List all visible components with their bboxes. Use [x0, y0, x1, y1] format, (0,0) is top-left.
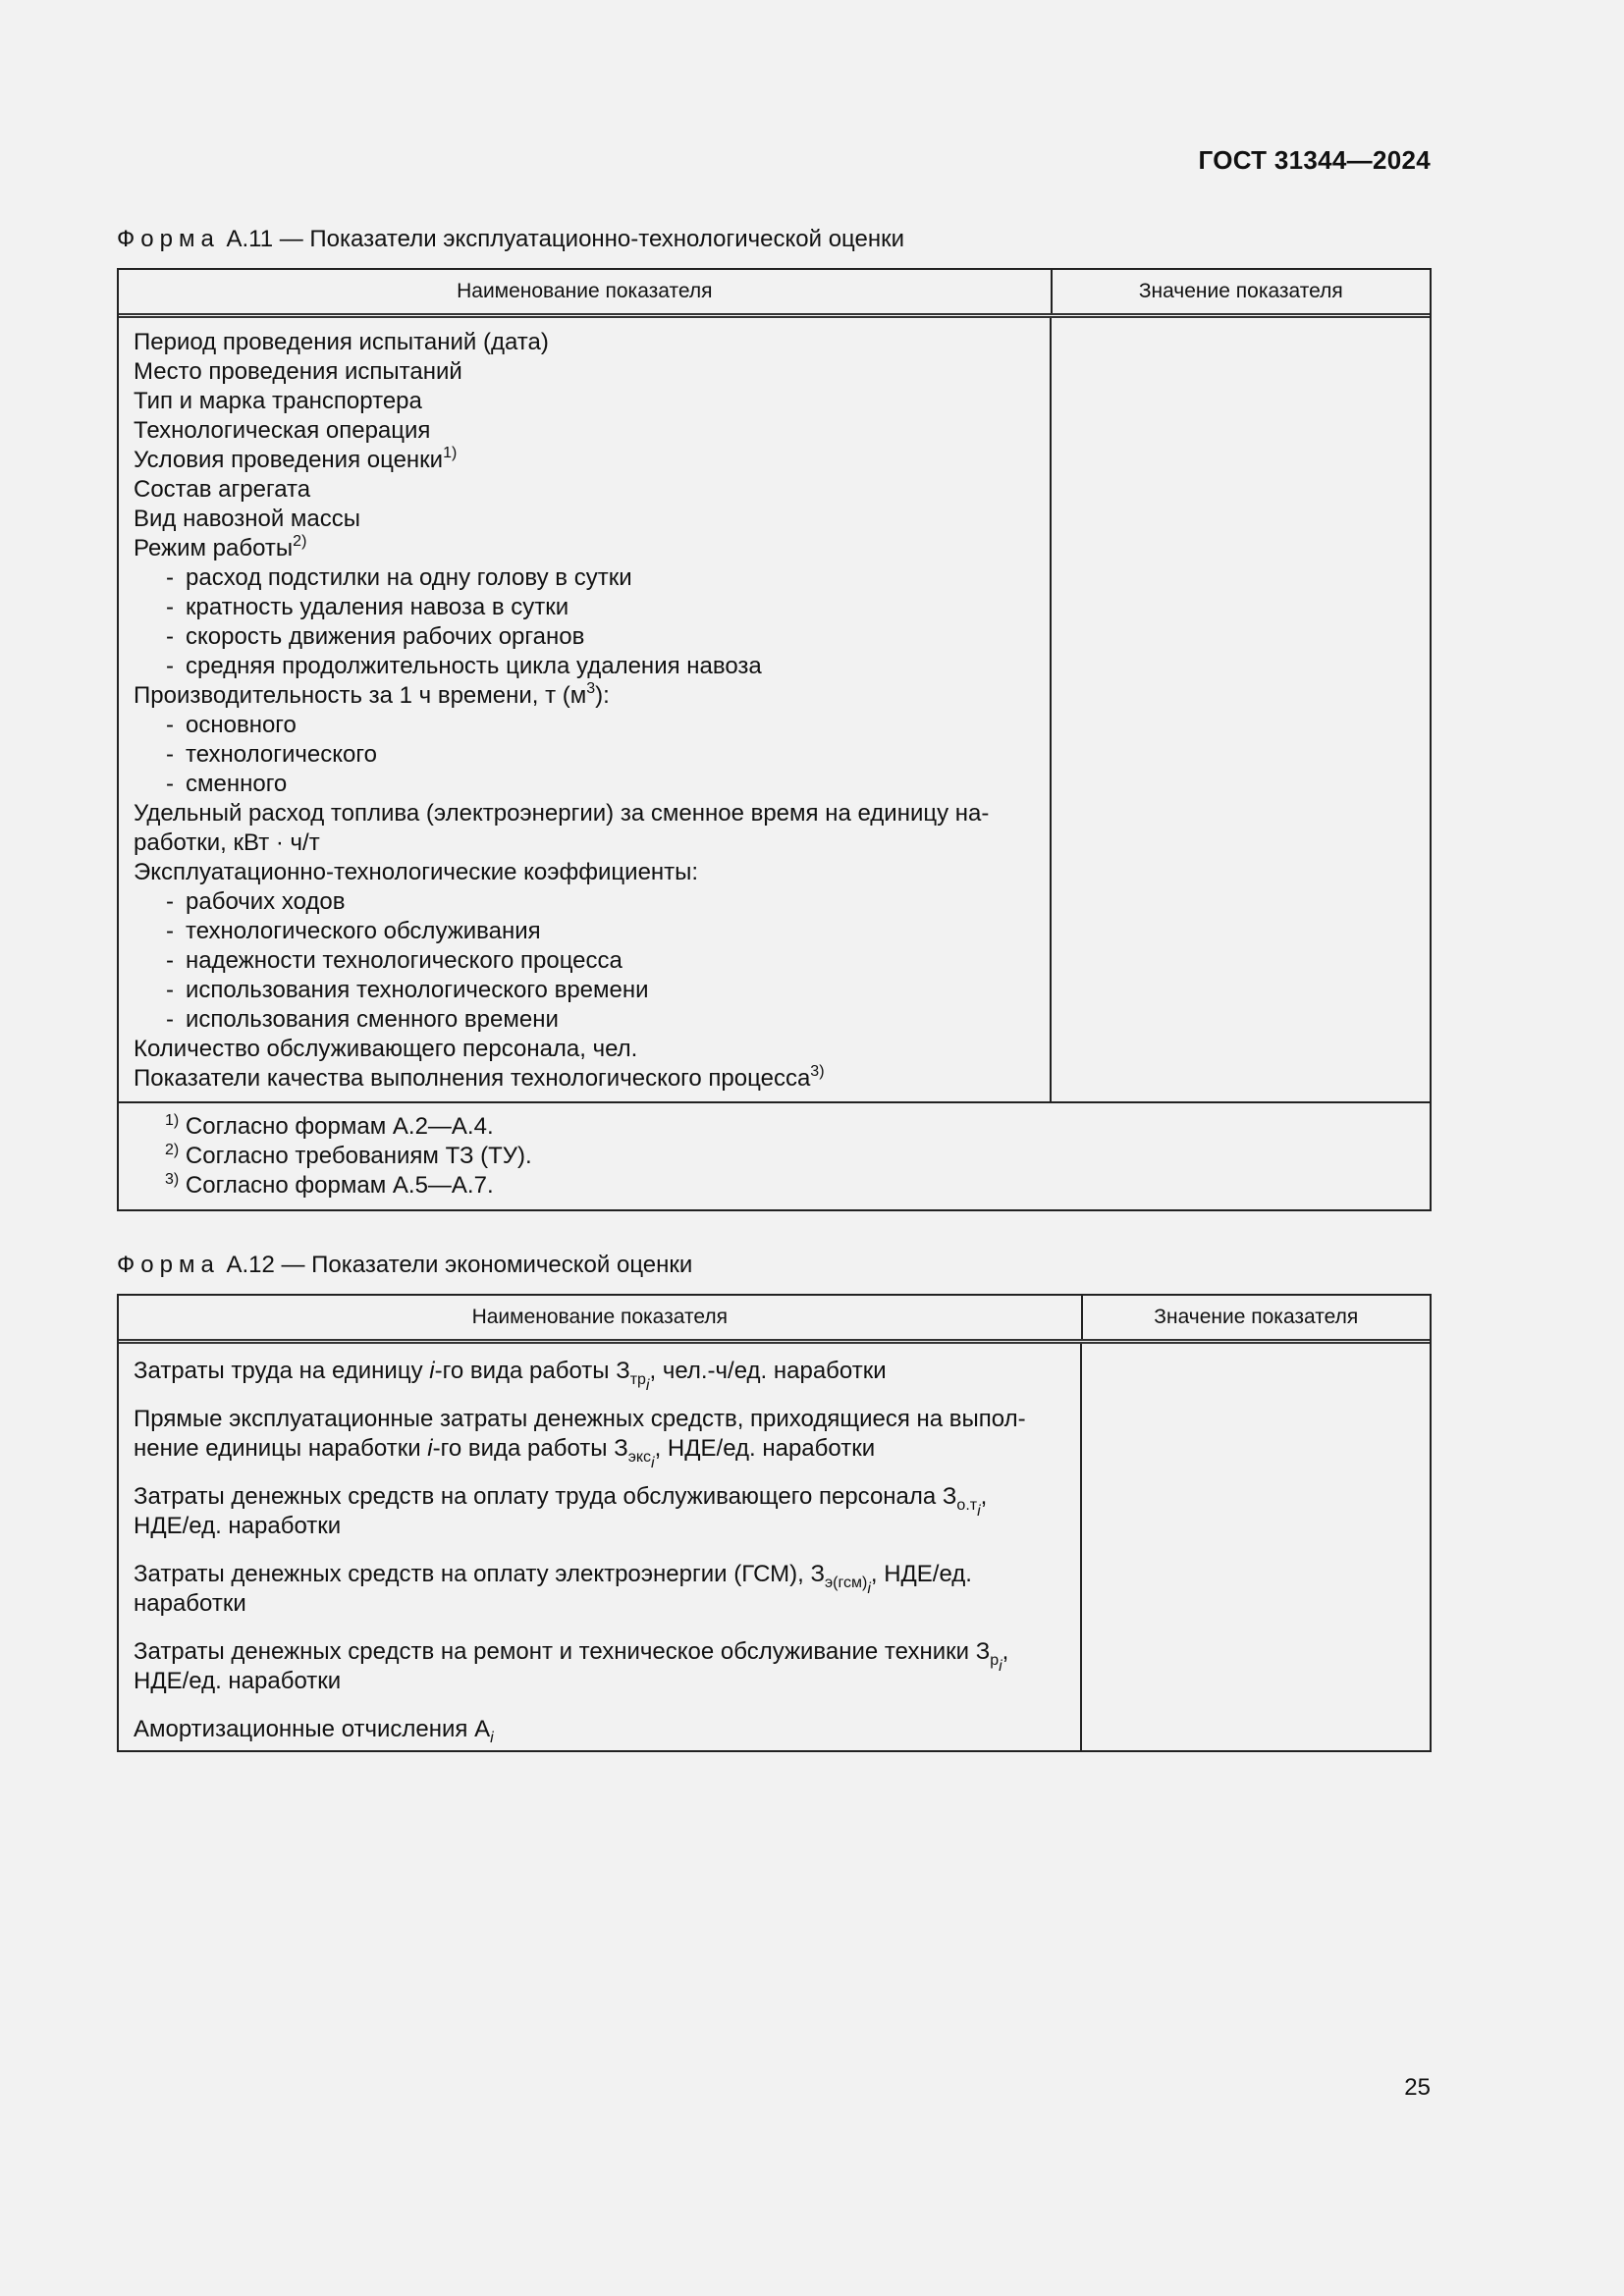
form-a11-caption-prefix: Форма	[117, 226, 220, 252]
indicator-tech-operation: Технологическая операция	[134, 417, 431, 444]
sub-indicator	[134, 887, 1036, 917]
sub-indicator-text: основного	[186, 712, 297, 738]
document-code: ГОСТ 31344—2024	[1198, 145, 1431, 175]
subscript	[825, 1575, 871, 1597]
text-part: Затраты денежных средств на оплату труда обслуживающего персонала З	[134, 1483, 957, 1510]
productivity-text-end: ):	[595, 682, 610, 709]
subscript-text: экс	[627, 1449, 652, 1466]
indicator-work-mode	[134, 534, 1036, 563]
list-dash: -	[166, 888, 174, 915]
text-line	[134, 1637, 1066, 1675]
subscript	[629, 1371, 650, 1394]
text-line	[134, 1482, 1066, 1520]
text-part: ,	[980, 1483, 988, 1510]
sub-indicator-text: рабочих ходов	[186, 888, 346, 915]
list-dash: -	[166, 918, 174, 944]
text-part: -го вида работы З	[434, 1358, 630, 1384]
form-a12-table	[117, 1294, 1432, 1752]
form-a12-value-cell[interactable]	[1082, 1344, 1430, 1750]
form-a11-col-name-header: Наименование показателя	[119, 270, 1053, 313]
text-part: Затраты денежных средств на оплату электроэнергии (ГСМ), З	[134, 1561, 825, 1587]
text-part: , НДЕ/ед.	[870, 1561, 972, 1587]
text-part: , НДЕ/ед. наработки	[654, 1435, 876, 1462]
indicator-specific-consumption-line2: работки, кВт · ч/т	[134, 829, 320, 856]
sub-indicator-text: сменного	[186, 771, 288, 797]
form-a11-indicator-list	[119, 318, 1052, 1101]
list-dash: -	[166, 1006, 174, 1033]
sub-indicator	[134, 976, 1036, 1005]
text-part: ,	[1001, 1638, 1009, 1665]
text-line: наработки	[134, 1590, 246, 1617]
footnote-ref: 3)	[810, 1063, 825, 1080]
sub-indicator-text: расход подстилки на одну голову в сутки	[186, 564, 632, 591]
sub-indicator-text: скорость движения рабочих органов	[186, 623, 585, 650]
form-a11-body	[119, 318, 1430, 1101]
indicator-quality	[134, 1064, 1036, 1094]
indicator-evaluation-conditions-text: Условия проведения оценки	[134, 447, 444, 473]
indicator-staff-wage-costs	[134, 1482, 1066, 1541]
text-part: Амортизационные отчисления А	[134, 1716, 491, 1742]
form-a11-caption	[117, 226, 904, 253]
indicator-specific-consumption-line1: Удельный расход топлива (электроэнергии) за сменное время на единицу на-	[134, 800, 990, 827]
text-line: НДЕ/ед. наработки	[134, 1513, 342, 1539]
text-part: , чел.-ч/ед. наработки	[649, 1358, 887, 1384]
form-a11-table	[117, 268, 1432, 1211]
footnote	[165, 1142, 1415, 1171]
list-dash: -	[166, 623, 174, 650]
indicator-manure-type: Вид навозной массы	[134, 506, 361, 532]
indicator-work-mode-text: Режим работы	[134, 535, 294, 561]
indicator-test-place: Место проведения испытаний	[134, 358, 462, 385]
form-a12-caption-text: А.12 — Показатели экономической оценки	[226, 1252, 693, 1278]
sub-indicator-text: использования сменного времени	[186, 1006, 559, 1033]
indicator-depreciation	[134, 1715, 1066, 1744]
footnote-text: Согласно требованиям ТЗ (ТУ).	[185, 1143, 532, 1169]
subscript-text: р	[990, 1652, 1000, 1669]
form-a12-caption-prefix: Форма	[117, 1252, 220, 1278]
indicator-transporter-type: Тип и марка транспортера	[134, 388, 422, 414]
subscript-text: э(гсм)	[825, 1575, 868, 1591]
page-number: 25	[1404, 2074, 1431, 2101]
sub-indicator-text: технологического обслуживания	[186, 918, 541, 944]
form-a12-indicator-list	[119, 1344, 1082, 1750]
sub-indicator	[134, 740, 1036, 770]
text-part: Затраты труда на единицу	[134, 1358, 430, 1384]
form-a12-body	[119, 1344, 1430, 1750]
indicator-coefficients: Эксплуатационно-технологические коэффициенты:	[134, 859, 699, 885]
indicator-quality-text: Показатели качества выполнения технологического процесса	[134, 1065, 811, 1092]
subscript-index: i	[490, 1730, 494, 1746]
form-a11-footnotes	[119, 1101, 1430, 1209]
form-a11-col-value-header: Значение показателя	[1138, 280, 1343, 302]
sub-indicator	[134, 770, 1036, 799]
form-a11-header-row	[119, 270, 1430, 318]
form-a11-value-cell[interactable]	[1052, 318, 1430, 1101]
subscript-index: i	[645, 1377, 650, 1394]
subscript-index: i	[651, 1455, 655, 1471]
sub-indicator	[134, 652, 1036, 681]
footnote	[165, 1112, 1415, 1142]
form-a12-col-name-header: Наименование показателя	[119, 1296, 1083, 1339]
footnote-ref: 1)	[443, 445, 458, 461]
footnote-mark: 1)	[165, 1112, 180, 1129]
list-dash: -	[166, 771, 174, 797]
sub-indicator	[134, 622, 1036, 652]
indicator-productivity	[134, 681, 1036, 711]
superscript: 3	[586, 680, 596, 697]
text-line	[134, 1560, 1066, 1597]
list-dash: -	[166, 564, 174, 591]
indicator-repair-costs	[134, 1637, 1066, 1696]
footnote	[165, 1171, 1415, 1201]
list-dash: -	[166, 977, 174, 1003]
text-part: Затраты денежных средств на ремонт и техническое обслуживание техники З	[134, 1638, 991, 1665]
footnote-text: Согласно формам А.2—А.4.	[185, 1113, 494, 1140]
list-dash: -	[166, 947, 174, 974]
sub-indicator-text: средняя продолжительность цикла удаления навоза	[186, 653, 762, 679]
subscript	[627, 1449, 655, 1471]
text-part: нение единицы наработки	[134, 1435, 428, 1462]
footnote-mark: 3)	[165, 1171, 180, 1188]
sub-indicator	[134, 711, 1036, 740]
sub-indicator-text: технологического	[186, 741, 377, 768]
indicator-test-period: Период проведения испытаний (дата)	[134, 329, 549, 355]
sub-indicator	[134, 946, 1036, 976]
indicator-labor-costs	[134, 1357, 1066, 1394]
sub-indicator	[134, 917, 1036, 946]
subscript	[956, 1497, 981, 1520]
italic-index: i	[427, 1435, 433, 1462]
subscript-index: i	[867, 1580, 871, 1597]
sub-indicator	[134, 563, 1036, 593]
footnote-ref: 2)	[293, 533, 307, 550]
sub-indicator	[134, 1005, 1036, 1035]
sub-indicator-text: кратность удаления навоза в сутки	[186, 594, 569, 620]
sub-indicator-text: надежности технологического процесса	[186, 947, 623, 974]
list-dash: -	[166, 653, 174, 679]
subscript-text: о.т	[956, 1497, 978, 1514]
text-part: -го вида работы З	[432, 1435, 628, 1462]
indicator-unit-composition: Состав агрегата	[134, 476, 311, 503]
list-dash: -	[166, 712, 174, 738]
list-dash: -	[166, 594, 174, 620]
indicator-staff-count: Количество обслуживающего персонала, чел.	[134, 1036, 638, 1062]
list-dash: -	[166, 741, 174, 768]
form-a12-header-row	[119, 1296, 1430, 1344]
indicator-evaluation-conditions	[134, 446, 1036, 475]
text-line: Прямые эксплуатационные затраты денежных средств, приходящиеся на выпол-	[134, 1406, 1026, 1432]
subscript	[990, 1652, 1002, 1675]
footnote-text: Согласно формам А.5—А.7.	[185, 1172, 494, 1199]
indicator-direct-costs	[134, 1405, 1066, 1471]
form-a12-caption	[117, 1252, 692, 1279]
italic-index: i	[429, 1358, 435, 1384]
form-a12-col-value-header: Значение показателя	[1154, 1306, 1359, 1328]
form-a11-caption-text: А.11 — Показатели эксплуатационно-технологической оценки	[226, 226, 905, 252]
subscript-index: i	[977, 1503, 981, 1520]
text-line: НДЕ/ед. наработки	[134, 1668, 342, 1694]
sub-indicator-text: использования технологического времени	[186, 977, 649, 1003]
text-line	[134, 1434, 1066, 1471]
footnote-mark: 2)	[165, 1142, 180, 1158]
subscript-index: i	[999, 1658, 1002, 1675]
subscript-text: тр	[629, 1371, 646, 1388]
sub-indicator	[134, 593, 1036, 622]
productivity-text: Производительность за 1 ч времени, т (м	[134, 682, 587, 709]
indicator-energy-costs	[134, 1560, 1066, 1619]
